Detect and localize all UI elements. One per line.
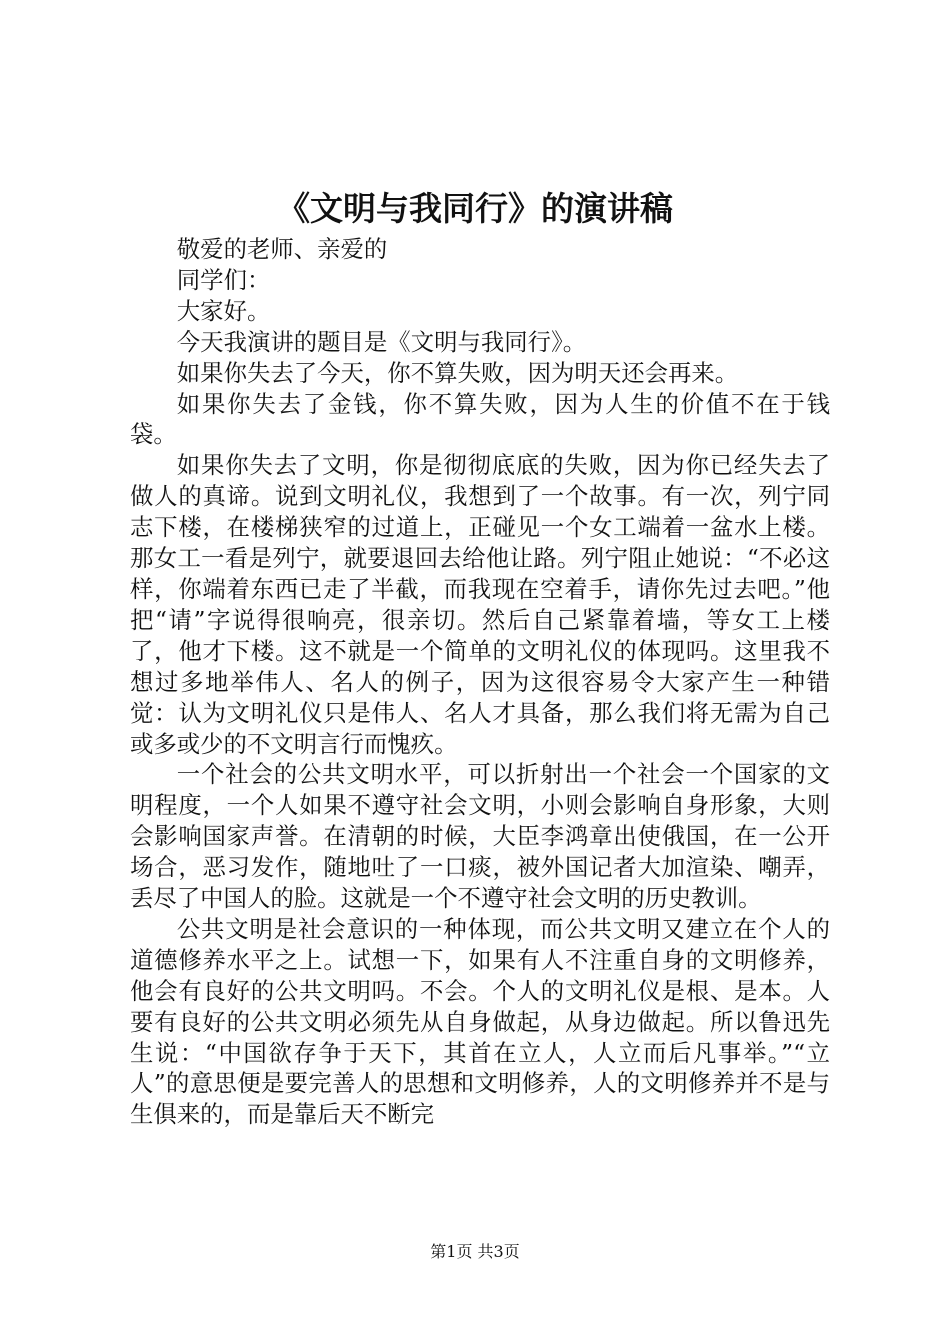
page-footer: 第1页 共3页 [430, 1242, 520, 1261]
document-body [130, 234, 830, 1130]
paragraph-topic: 今天我演讲的题目是《文明与我同行》。 [176, 327, 587, 356]
paragraph-hello: 大家好。 [176, 296, 271, 325]
paragraph-personal-civility: 公共文明是社会意识的一种体现，而公共文明又建立在个人的道德修养水平之上。试想一下，如果有人不注重自身的文明修养，他会有良好的公共文明吗。不会。个人的文明礼仪是根、是本。人要有良好的公共文明必须先从自身做起，从身边做起。所以鲁迅先生说：“中国欲存争于天下，其首在立人，人立而后凡事举。”“立人”的意思便是要完善人的思想和文明修养，人的文明修养并不是与生俱来的，而是靠后天不断完 [130, 914, 830, 1129]
paragraph-money: 如果你失去了金钱，你不算失败，因为人生的价值不在于钱袋。 [130, 389, 830, 449]
document-title: 《文明与我同行》的演讲稿 [277, 189, 673, 228]
paragraph-public-civility: 一个社会的公共文明水平，可以折射出一个社会一个国家的文明程度，一个人如果不遵守社会文明，小则会影响自身形象，大则会影响国家声誉。在清朝的时候，大臣李鸿章出使俄国，在一公开场合，恶习发作，随地吐了一口痰，被外国记者大加渲染、嘲弄，丢尽了中国人的脸。这就是一个不遵守社会文明的历史教训。 [130, 760, 830, 913]
paragraph-greeting-2: 同学们： [176, 265, 271, 294]
paragraph-today: 如果你失去了今天，你不算失败，因为明天还会再来。 [176, 358, 739, 387]
paragraph-lenin-story: 如果你失去了文明，你是彻彻底底的失败，因为你已经失去了做人的真谛。说到文明礼仪，我想到了一个故事。有一次，列宁同志下楼，在楼梯狭窄的过道上，正碰见一个女工端着一盆水上楼。那女工一看是列宁，就要退回去给他让路。列宁阻止她说：“不必这样，你端着东西已走了半截，而我现在空着手，请你先过去吧。”他把“请”字说得很响亮，很亲切。然后自己紧靠着墙，等女工上楼了，他才下楼。这不就是一个简单的文明礼仪的体现吗。这里我不想过多地举伟人、名人的例子，因为这很容易令大家产生一种错觉：认为文明礼仪只是伟人、名人才具备，那么我们将无需为自己或多或少的不文明言行而愧疚。 [130, 451, 830, 758]
paragraph-greeting-1: 敬爱的老师、亲爱的 [176, 235, 388, 263]
